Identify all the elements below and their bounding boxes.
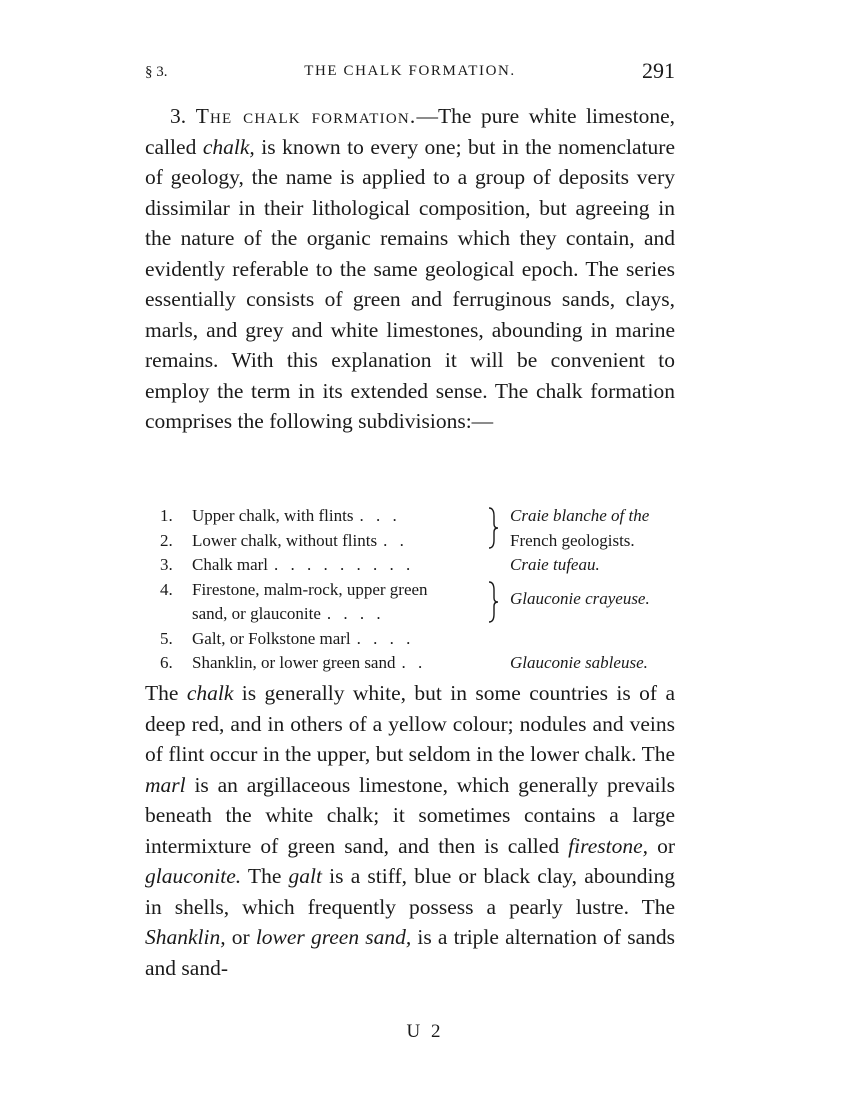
item-label: Galt, or Folkstone marl [192, 628, 351, 648]
intro-paragraph [145, 101, 675, 437]
body-text: is a triple alternation of sands and sand- [145, 925, 675, 980]
item-name [192, 627, 414, 652]
item-number: 5. [160, 628, 173, 648]
list-item [160, 627, 680, 652]
equivalent-text: Craie blanche of the [510, 506, 650, 525]
section-heading: The chalk formation. [195, 104, 417, 128]
intro-text-1: —The pure white limestone, called [145, 104, 676, 159]
body-paragraph [145, 678, 675, 983]
body-text: is generally white, but in some countries is of a deep red, and in others of a yellow colour; nodules and veins of flint occur in the upper, but seldom in the lower chalk. The [145, 681, 675, 766]
term-marl: marl [145, 772, 186, 797]
intro-text-2: is known to every one; but in the nomenclature of geology, the name is applied to a group of deposits very dissimilar in their lithological composition, but agreeing in the nature of the organic remains which they contain, and evidently referable to the same geological epoch. The series essentially consists of green and ferruginous sands, clays, marls, and grey and white limestones, abounding in marine remains. With this explanation it will be convenient to employ the term in its extended sense. The chalk formation comprises the following subdivisions:— [145, 134, 675, 433]
item-equivalent [510, 529, 635, 554]
item-label: Chalk marl [192, 555, 269, 574]
list-item [160, 578, 680, 608]
leader-dots: . . [383, 530, 408, 550]
term-chalk: chalk, [202, 134, 255, 159]
leader-dots: . . . . [326, 604, 385, 623]
body-text: or [648, 833, 675, 858]
item-equivalent [510, 504, 649, 529]
item-name [192, 553, 414, 578]
body-text: The [241, 864, 289, 888]
term-chalk: chalk [186, 681, 234, 705]
term-glauconite: glauconite. [145, 864, 242, 888]
list-item [160, 504, 680, 529]
item-label: Upper chalk, with flints [192, 506, 354, 525]
list-item [160, 602, 680, 627]
item-name [192, 504, 401, 529]
item-number: 2. [160, 530, 173, 550]
leader-dots: . . . [359, 506, 401, 525]
term-firestone: firestone, [568, 833, 648, 858]
item-label: Shanklin, or lower green sand [192, 653, 396, 672]
item-name [192, 529, 408, 554]
header-section-mark: § 3. [145, 64, 168, 80]
item-name [192, 602, 385, 627]
leader-dots: . . [401, 653, 427, 672]
body-text: is a stiff, blue or black clay, abounding in shells, which frequently possess a pearly lustre. The [145, 864, 675, 919]
page-number: 291 [642, 58, 675, 83]
equivalent-text: Glauconie crayeuse. [510, 588, 650, 608]
item-equivalent [510, 651, 648, 676]
term-lower-green-sand: lower green sand, [255, 925, 412, 949]
equivalent-text: Glauconie sableuse. [510, 653, 648, 672]
equivalent-text: Craie tufeau. [510, 555, 600, 574]
item-label: sand, or glauconite [192, 604, 321, 623]
running-header [145, 58, 675, 86]
equivalent-text: French geologists. [510, 530, 635, 550]
subdivisions-list [160, 504, 680, 676]
leader-dots: . . . . [356, 628, 415, 648]
item-label: Firestone, malm-rock, upper green [192, 579, 428, 599]
term-shanklin: Shanklin, [145, 925, 226, 949]
body-text: is an argillaceous limestone, which generally prevails beneath the white chalk; it sometimes contains a large intermixture of green sand, and then is called [145, 772, 675, 858]
item-name [192, 651, 426, 676]
leader-dots [428, 580, 434, 599]
header-title: THE CHALK FORMATION. [304, 63, 516, 79]
item-number: 1. [160, 506, 173, 525]
list-item [160, 529, 680, 554]
item-number: 6. [160, 653, 173, 672]
list-item [160, 553, 680, 578]
body-text: The [145, 681, 187, 705]
term-galt: galt [288, 864, 322, 888]
section-number: 3. [170, 104, 187, 128]
item-number: 4. [160, 579, 173, 599]
printer-signature: U 2 [406, 1021, 444, 1042]
body-text: or [225, 925, 256, 949]
leader-dots: . . . . . . . . . [274, 555, 415, 574]
item-number: 3. [160, 555, 173, 574]
list-item [160, 651, 680, 676]
item-name [192, 578, 434, 603]
item-equivalent [510, 553, 600, 578]
item-label: Lower chalk, without flints [192, 530, 378, 550]
